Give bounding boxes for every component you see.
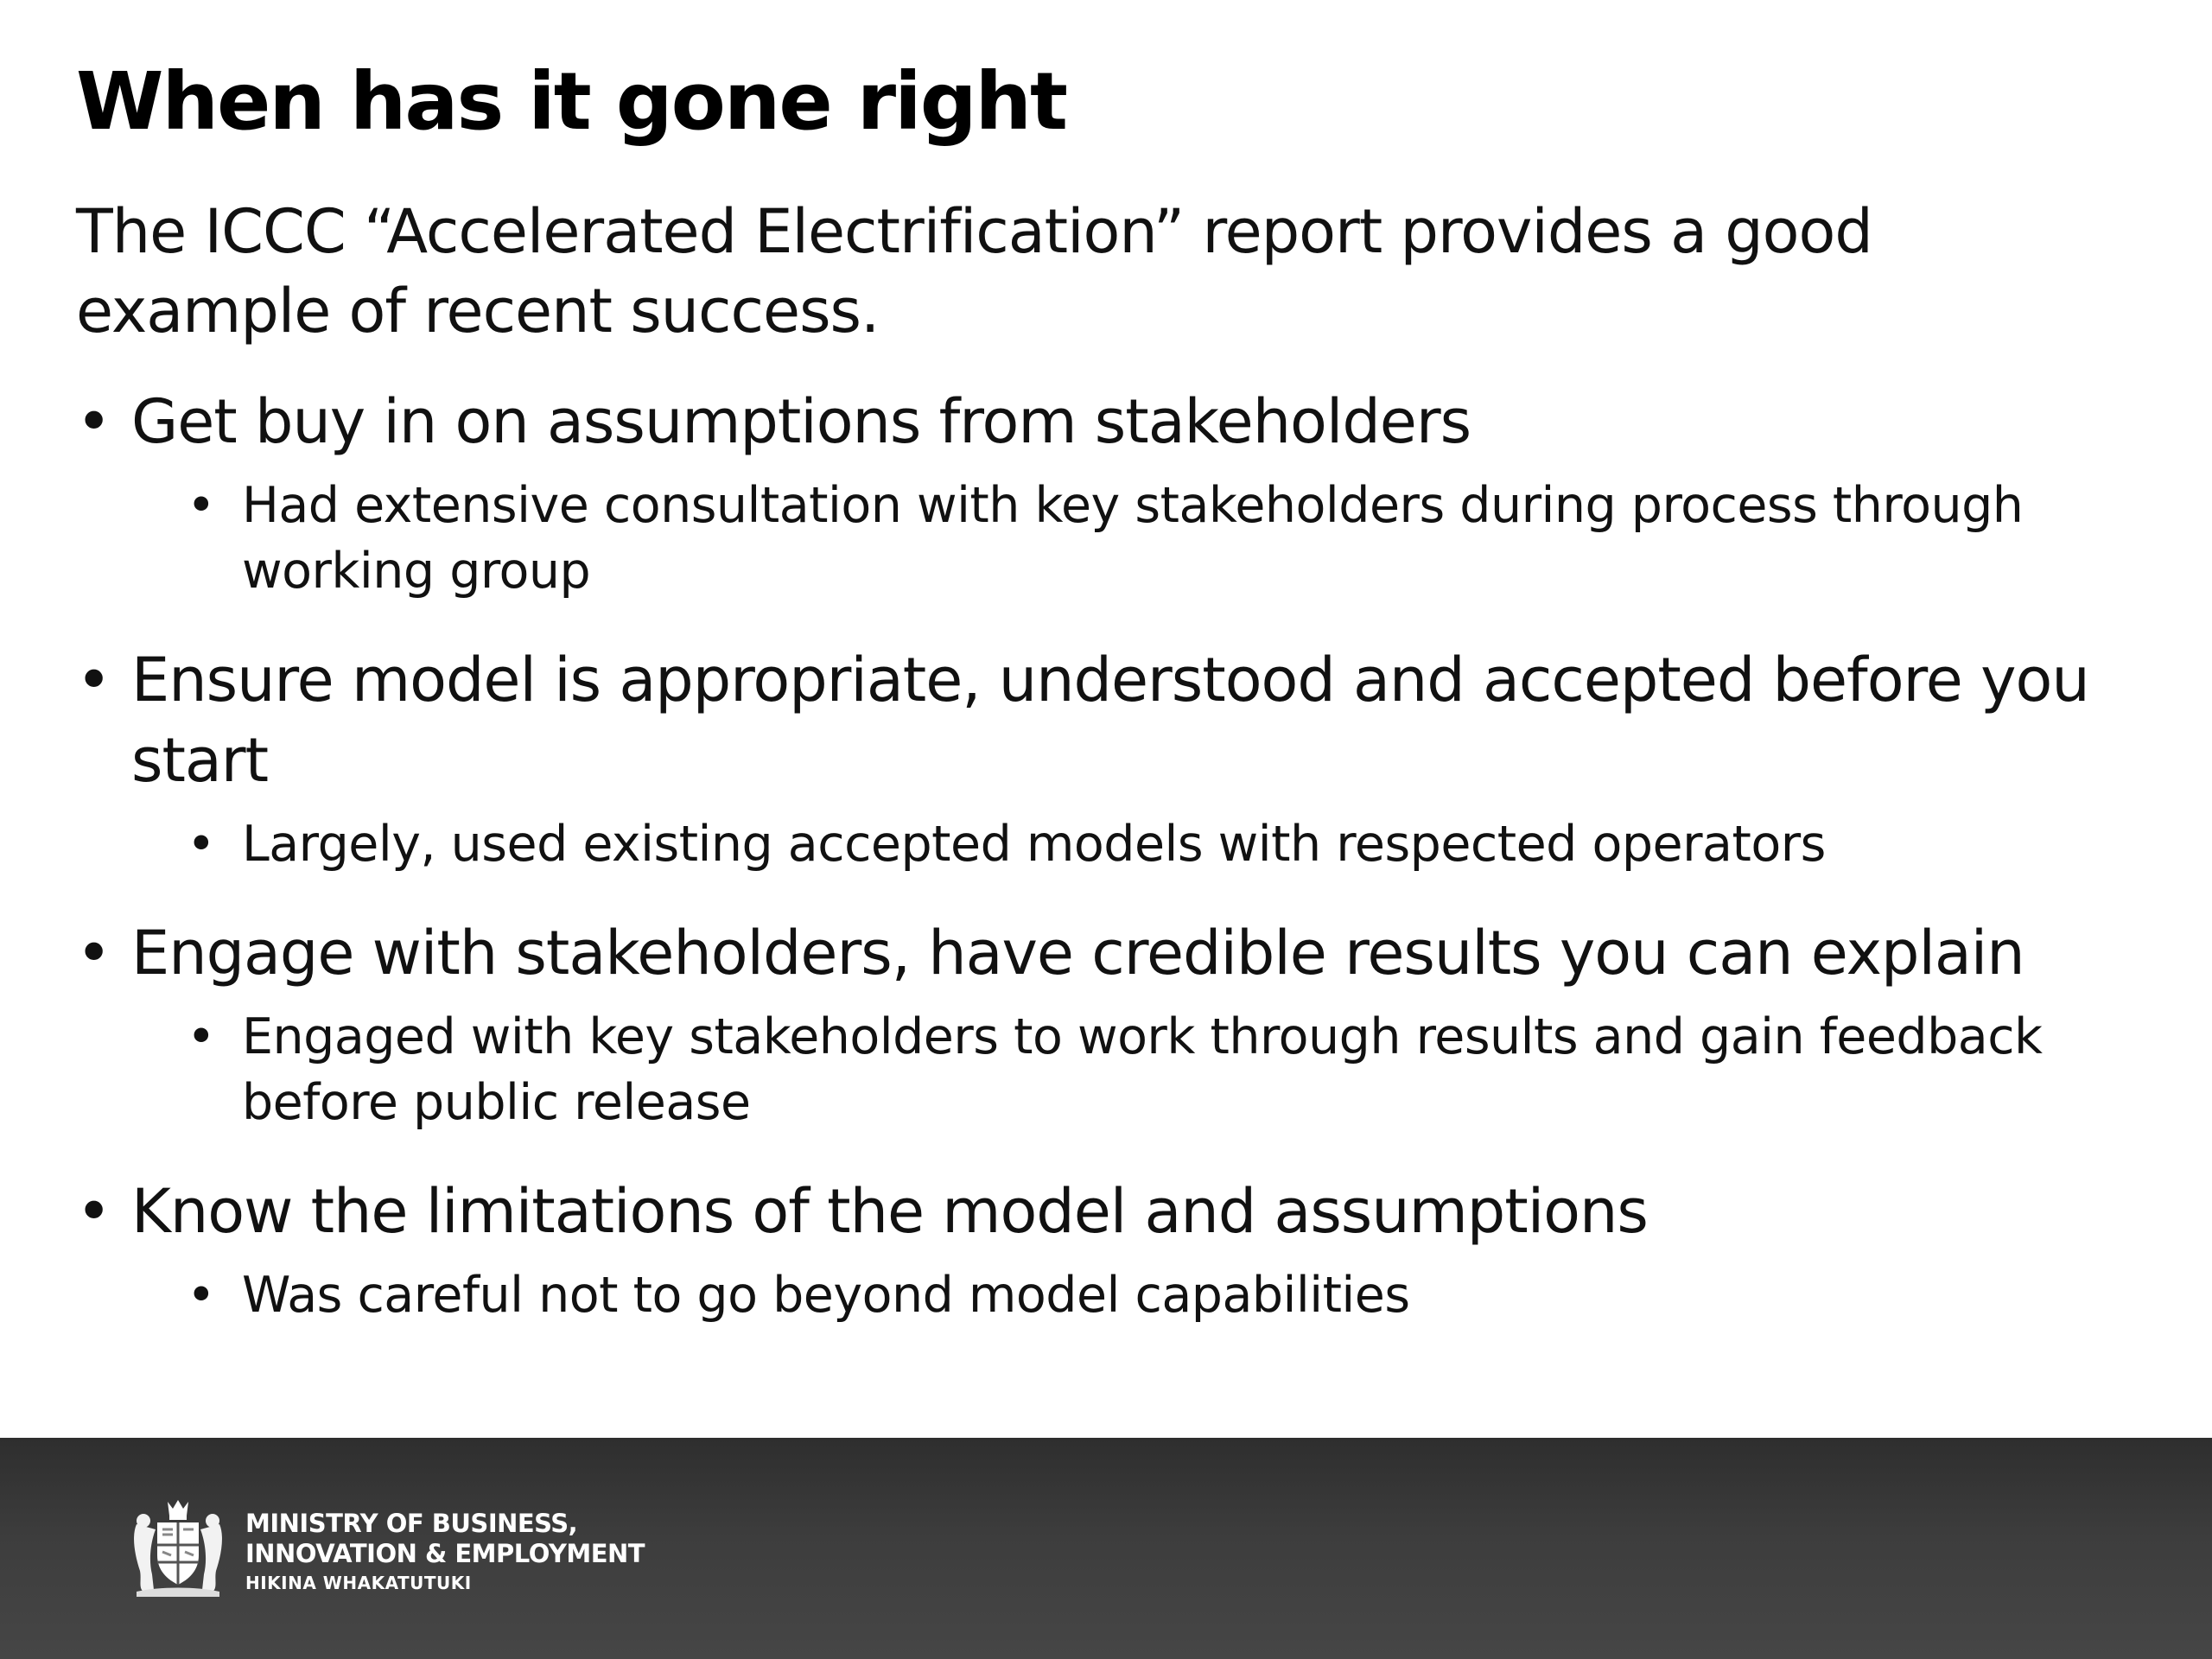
bullet-level2 xyxy=(187,1004,2133,1135)
bullet-level2-text: Was careful not to go beyond model capabilities xyxy=(242,1267,1410,1324)
bullet-icon: • xyxy=(76,386,111,457)
sub-bullet-icon: • xyxy=(187,1008,216,1065)
bullet-level1 xyxy=(76,1172,2133,1252)
sub-bullet-icon: • xyxy=(187,1267,216,1324)
bullet-level1-text: Get buy in on assumptions from stakeholders xyxy=(131,386,1471,457)
intro-text: The ICCC “Accelerated Electrification” report provides a good example of recent success. xyxy=(76,196,1872,346)
bullet-level2-text: Engaged with key stakeholders to work through results and gain feedback before public release xyxy=(242,1008,2043,1131)
bullet-level1-text: Know the limitations of the model and assumptions xyxy=(131,1176,1648,1247)
bullet-level2 xyxy=(187,473,2133,604)
bullet-point xyxy=(76,382,2133,604)
bullet-level2-text: Largely, used existing accepted models with respected operators xyxy=(242,816,1826,873)
bullet-icon: • xyxy=(76,1176,111,1247)
bullet-level2 xyxy=(187,811,2133,877)
org-name xyxy=(245,1509,645,1595)
bullet-level1-text: Engage with stakeholders, have credible results you can explain xyxy=(131,918,2024,988)
bullet-icon: • xyxy=(76,918,111,988)
org-tagline: HIKINA WHAKATUTUKI xyxy=(245,1573,472,1593)
org-name-line1: MINISTRY OF BUSINESS, xyxy=(245,1509,578,1538)
bullet-level1-text: Ensure model is appropriate, understood and accepted before you start xyxy=(131,645,2089,796)
sub-bullet-icon: • xyxy=(187,477,216,534)
bullet-level2-text: Had extensive consultation with key stakeholders during process through working group xyxy=(242,477,2024,600)
nz-coat-of-arms-icon xyxy=(124,1495,232,1602)
footer-bar xyxy=(0,1438,2212,1659)
bullet-point xyxy=(76,640,2133,877)
sub-bullet-icon: • xyxy=(187,816,216,873)
slide-title: When has it gone right xyxy=(76,55,1067,148)
org-name-line2: INNOVATION & EMPLOYMENT xyxy=(245,1539,645,1568)
bullet-level1 xyxy=(76,640,2133,801)
bullet-icon: • xyxy=(76,645,111,715)
bullet-level1 xyxy=(76,913,2133,994)
bullet-point xyxy=(76,1172,2133,1328)
bullet-point xyxy=(76,913,2133,1135)
bullet-level1 xyxy=(76,382,2133,462)
bullet-level2 xyxy=(187,1262,2133,1328)
